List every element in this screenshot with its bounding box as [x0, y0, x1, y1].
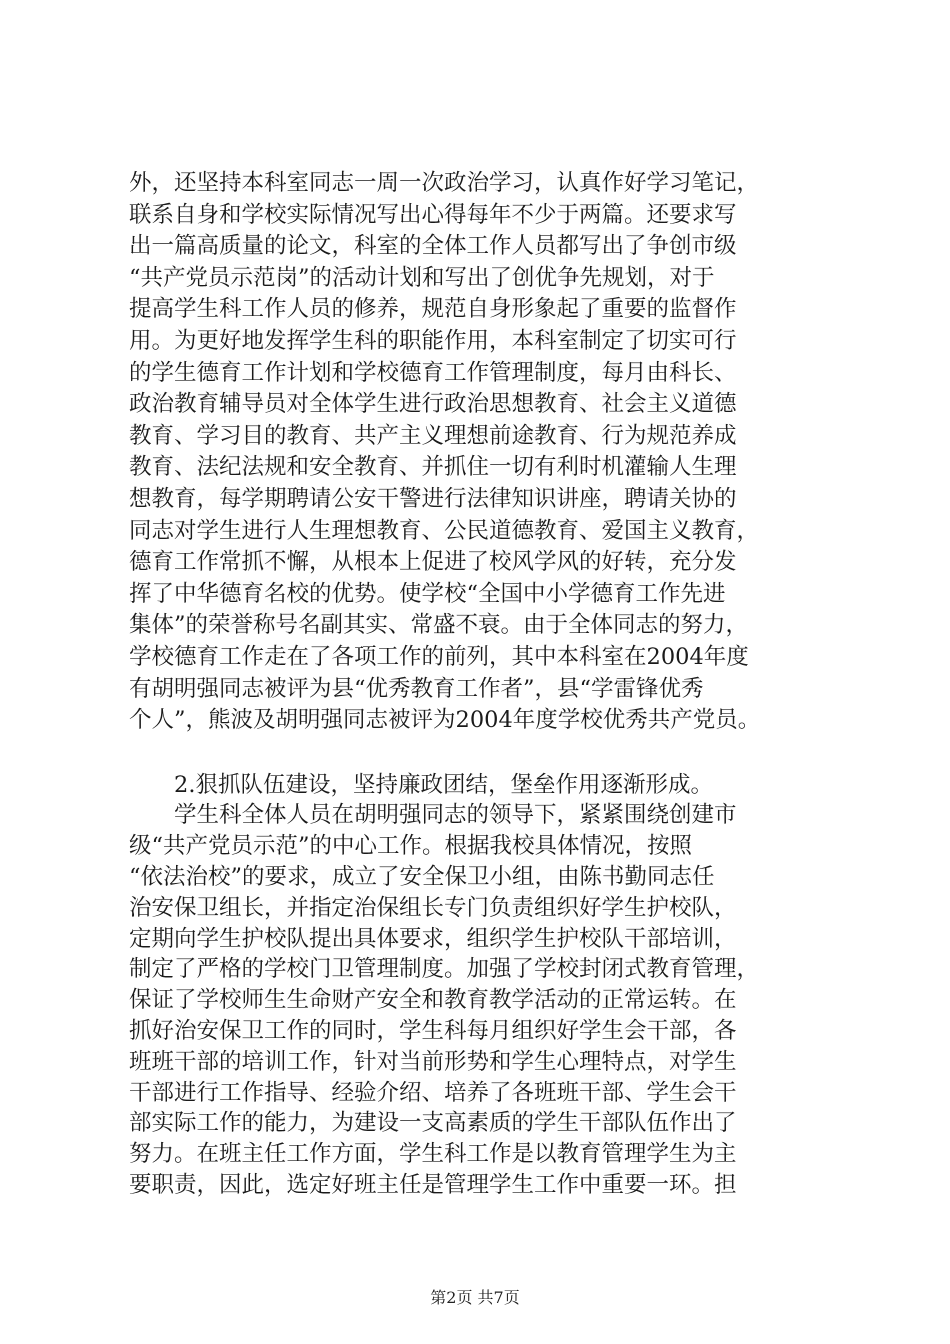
paragraph-spacer [129, 737, 829, 770]
text-line: 教育、法纪法规和安全教育、并抓住一切有利时机灌输人生理 [129, 454, 737, 481]
section-heading: 2.狠抓队伍建设，坚持廉政团结，堡垒作用逐渐形成。 [129, 771, 713, 798]
text-line: 提高学生科工作人员的修养，规范自身形象起了重要的监督作 [129, 296, 737, 323]
text-line: 用。为更好地发挥学生科的职能作用，本科室制定了切实可行 [129, 327, 737, 354]
text-line: 部实际工作的能力，为建设一支高素质的学生干部队伍作出了 [129, 1110, 737, 1137]
text-line: 的学生德育工作计划和学校德育工作管理制度，每月由科长、 [129, 359, 737, 386]
text-line: 努力。在班主任工作方面，学生科工作是以教育管理学生为主 [129, 1141, 737, 1168]
text-line: 德育工作常抓不懈，从根本上促进了校风学风的好转，充分发 [129, 549, 737, 576]
text-line: 班班干部的培训工作，针对当前形势和学生心理特点，对学生 [129, 1048, 737, 1075]
text-line: 想教育，每学期聘请公安干警进行法律知识讲座，聘请关协的 [129, 485, 737, 512]
text-line: 挥了中华德育名校的优势。使学校“全国中小学德育工作先进 [129, 580, 726, 607]
text-line: 学生科全体人员在胡明强同志的领导下，紧紧围绕创建市 [129, 802, 737, 829]
text-line: 政治教育辅导员对全体学生进行政治思想教育、社会主义道德 [129, 391, 737, 418]
text-line: 联系自身和学校实际情况写出心得每年不少于两篇。还要求写 [129, 201, 737, 228]
text-line: 定期向学生护校队提出具体要求，组织学生护校队干部培训， [129, 925, 737, 952]
paragraph [129, 800, 829, 1200]
document-body [129, 168, 829, 1201]
text-line: 出一篇高质量的论文，科室的全体工作人员都写出了争创市级 [129, 233, 737, 260]
text-line: 有胡明强同志被评为县“优秀教育工作者”，县“学雷锋优秀 [129, 675, 704, 702]
paragraph [129, 168, 829, 737]
text-line: 同志对学生进行人生理想教育、公民道德教育、爱国主义教育， [129, 517, 760, 544]
text-line: “共产党员示范岗”的活动计划和写出了创优争先规划，对于 [129, 264, 715, 291]
text-line: 保证了学校师生生命财产安全和教育教学活动的正常运转。在 [129, 987, 737, 1014]
text-line: 干部进行工作指导、经验介绍、培养了各班班干部、学生会干 [129, 1079, 737, 1106]
text-line: 治安保卫组长，并指定治保组长专门负责组织好学生护校队， [129, 894, 737, 921]
text-line: 抓好治安保卫工作的同时，学生科每月组织好学生会干部，各 [129, 1018, 737, 1045]
page-number: 第2页 共7页 [430, 1288, 520, 1307]
text-line: 教育、学习目的教育、共产主义理想前途教育、行为规范养成 [129, 422, 737, 449]
text-line: 外，还坚持本科室同志一周一次政治学习，认真作好学习笔记， [129, 170, 760, 196]
text-line: “依法治校”的要求，成立了安全保卫小组，由陈书勤同志任 [129, 864, 715, 891]
text-line: 要职责，因此，选定好班主任是管理学生工作中重要一环。担 [129, 1172, 737, 1199]
text-line: 级“共产党员示范”的中心工作。根据我校具体情况，按照 [129, 833, 693, 860]
text-line: 制定了严格的学校门卫管理制度。加强了学校封闭式教育管理， [129, 956, 760, 983]
text-line: 学校德育工作走在了各项工作的前列，其中本科室在2004年度 [129, 643, 749, 670]
text-line: 集体”的荣誉称号名副其实、常盛不衰。由于全体同志的努力， [129, 612, 749, 639]
text-line: 个人”，熊波及胡明强同志被评为2004年度学校优秀共产党员。 [129, 707, 761, 734]
